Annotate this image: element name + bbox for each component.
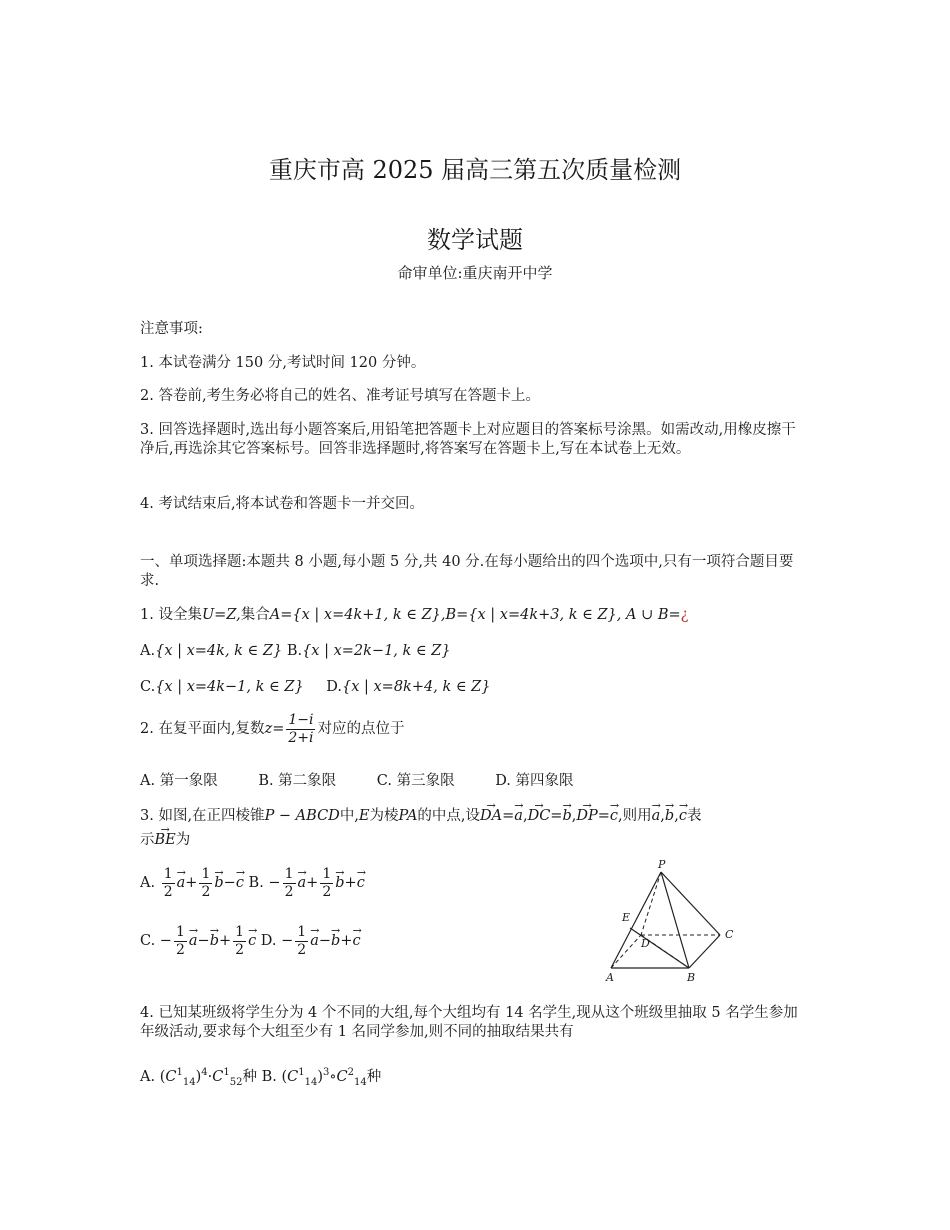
- q3-vector-dc: → DC: [528, 807, 551, 826]
- q3-frac-a2-num: 1: [201, 866, 211, 882]
- question-4: 4. 已知某班级将学生分为 4 个不同的大组,每个大组均有 14 名学生,现从这个班级里抽取 5 名学生参加年级活动,要求每个大组至少有 1 名同学参加,则不同的抽取结果共有: [140, 1005, 798, 1040]
- q1-option-d-label: D.: [326, 679, 342, 695]
- q4-b-c1: C: [287, 1068, 299, 1085]
- q3-opt-a-vec-a: → a: [177, 874, 186, 893]
- q2-option-c: C. 第三象限: [376, 773, 455, 789]
- q1-option-a: {x | x=4k, k ∈ Z}: [155, 643, 283, 659]
- question-1: [140, 606, 688, 625]
- setter-line: 命审单位:重庆南开中学: [397, 264, 553, 282]
- notice-item-1: 1. 本试卷满分 150 分,考试时间 120 分钟。: [140, 355, 426, 371]
- q3-vector-c-2: → c: [679, 807, 687, 826]
- q3-opt-b-vec-b: → b: [335, 874, 344, 893]
- exam-title: 重庆市高 2025 届高三第五次质量检测: [268, 156, 682, 184]
- q2-suffix: 对应的点位于: [317, 721, 405, 737]
- q3-option-b-label: B.: [248, 875, 264, 891]
- q1-option-b-label: B.: [286, 643, 303, 659]
- q4-a-c2-sup: 1: [223, 1067, 230, 1078]
- q3-vector-dp: → DP: [576, 807, 597, 826]
- q3-opt-d-vec-b: → b: [331, 932, 340, 951]
- edge-bc: [689, 935, 720, 968]
- q3-text-8: 为: [175, 832, 191, 848]
- q3-frac-a1: [162, 866, 175, 901]
- q1-set-a: A={x | x=4k+1, k ∈ Z},: [269, 607, 446, 623]
- q3-vector-a-2: → a: [652, 807, 661, 826]
- pyramid-figure: [600, 855, 750, 985]
- q3-opt-c-vec-a: → a: [189, 932, 198, 951]
- q3-frac-d1-num: 1: [297, 924, 307, 940]
- q3-frac-c2-den: 2: [235, 942, 245, 958]
- q4-a-c1: C: [165, 1068, 177, 1085]
- q4-options: [140, 1063, 381, 1092]
- q3-options-row-2: C. − $\frac{1}{2}$ → a−→ b+ $\frac{1}{2}$ → c D. − $\frac{1}{2}$ → a−→ b+→ c: [140, 924, 361, 959]
- q3-text-4: 的中点,设: [417, 808, 481, 824]
- q1-options-row-1: [140, 642, 451, 661]
- q4-b-c1-sup: 1: [298, 1067, 305, 1078]
- q1-option-b: {x | x=2k−1, k ∈ Z}: [302, 643, 451, 659]
- q3-frac-b2-den: 2: [322, 884, 332, 900]
- q1-universal-set: U=Z,: [201, 607, 241, 623]
- q1-option-c-label: C.: [140, 679, 156, 695]
- q1-set-word: 集合: [240, 607, 270, 623]
- q3-frac-c2: [233, 924, 246, 959]
- q3-option-d-label: D.: [260, 933, 277, 949]
- q3-point-e: E: [358, 808, 370, 824]
- q3-opt-b-vec-c: → c: [357, 874, 365, 893]
- q3-frac-a1-den: 2: [163, 884, 173, 900]
- q1-union: A ∪ B=: [625, 607, 681, 623]
- q3-vector-a: → a: [514, 807, 523, 826]
- q3-vector-be: → BE: [155, 831, 176, 850]
- notice-item-4: 4. 考试结束后,将本试卷和答题卡一并交回。: [140, 496, 425, 512]
- section-heading: 一、单项选择题:本题共 8 小题,每小题 5 分,共 40 分.在每小题给出的四个选项中,只有一项符合题目要求.: [140, 554, 794, 589]
- q3-frac-d1-den: 2: [297, 942, 307, 958]
- notice-heading: 注意事项:: [140, 321, 203, 337]
- q3-opt-c-vec-c: → c: [248, 932, 256, 951]
- q3-frac-d1: [295, 924, 308, 959]
- q3-opt-a-vec-b: → b: [214, 874, 223, 893]
- q3-vector-c: → c: [610, 807, 618, 826]
- q3-frac-b1: [283, 866, 296, 901]
- q4-b-power: 3: [323, 1067, 330, 1078]
- q1-option-d: {x | x=8k+4, k ∈ Z}: [342, 679, 491, 695]
- q3-frac-a2: [199, 866, 212, 901]
- q4-option-b: $(C^1_{14})^3\circ C^2_{14}$种: [281, 1067, 382, 1088]
- q4-option-a: $(C^1_{14})^4\cdot C^1_{52}$种: [159, 1067, 257, 1088]
- q2-option-a: A. 第一象限: [140, 773, 218, 789]
- q1-mark: ¿: [680, 607, 689, 623]
- q3-opt-d-vec-c: → c: [352, 932, 360, 951]
- q3-frac-a1-num: 1: [163, 866, 173, 882]
- q2-numerator: 1−i: [288, 712, 314, 728]
- question-3-line-2: [140, 831, 190, 850]
- q1-option-c: {x | x=4k−1, k ∈ Z}: [155, 679, 304, 695]
- q3-text-5: ,则用: [618, 808, 652, 824]
- q1-option-a-label: A.: [140, 643, 156, 659]
- question-2: [140, 712, 404, 747]
- subject-title: 数学试题: [427, 226, 523, 254]
- q4-a-c2-sub: 52: [229, 1076, 243, 1088]
- q3-vector-b: → b: [562, 807, 571, 826]
- label-b: B: [687, 971, 696, 984]
- q3-option-a-label: A.: [140, 875, 156, 891]
- q2-option-b: B. 第二象限: [258, 773, 337, 789]
- q1-options-row-2: [140, 678, 490, 697]
- q3-vector-b-2: → b: [665, 807, 674, 826]
- q3-text-3: 为棱: [369, 808, 399, 824]
- q2-options: [140, 772, 574, 791]
- q3-edge-pa: PA: [398, 808, 418, 824]
- q3-opt-b-vec-a: → a: [298, 874, 307, 893]
- q3-text-7: 示: [140, 832, 155, 848]
- q4-b-kind: 种: [366, 1068, 382, 1085]
- q3-opt-d-vec-a: → a: [310, 932, 319, 951]
- q3-opt-a-vec-c: → c: [236, 874, 244, 893]
- q3-options-row-1: A. $\frac{1}{2}$ → a+ $\frac{1}{2}$ → b−→ c B. − $\frac{1}{2}$ → a+ $\frac{1}{2}$ → b+→ c: [140, 866, 365, 901]
- q4-b-c1-sub: 14: [304, 1076, 318, 1088]
- label-c: C: [725, 928, 734, 941]
- label-p: P: [658, 858, 666, 871]
- q4-a-kind: 种: [242, 1068, 257, 1085]
- q4-a-c1-sup: 1: [176, 1067, 183, 1078]
- q4-option-a-label: A.: [140, 1068, 156, 1085]
- q3-frac-b2-num: 1: [322, 866, 332, 882]
- q3-opt-c-vec-b: → b: [210, 932, 219, 951]
- q3-frac-c1: [174, 924, 187, 959]
- q2-prefix: 2. 在复平面内,复数: [140, 721, 265, 737]
- question-3-line-1: 3. 如图,在正四棱锥P − ABCD中,E为棱PA的中点,设→ DA=→ a,→ DC=→ b,→ DP=→ c,则用→ a,→ b,→ c表: [140, 807, 701, 826]
- label-e: E: [622, 911, 631, 924]
- q3-pyramid: P − ABCD: [264, 808, 340, 824]
- q3-vector-da: → DA: [480, 807, 502, 826]
- q3-text-2: 中,: [339, 808, 359, 824]
- q3-frac-b1-num: 1: [284, 866, 294, 882]
- q3-option-c-label: C.: [140, 933, 156, 949]
- q4-a-power: 4: [201, 1067, 208, 1078]
- q3-text-1: 3. 如图,在正四棱锥: [140, 808, 265, 824]
- q3-frac-b1-den: 2: [284, 884, 294, 900]
- q1-set-b: B={x | x=4k+3, k ∈ Z},: [445, 607, 622, 623]
- notice-item-3: 3. 回答选择题时,选出每小题答案后,用铅笔把答题卡上对应题目的答案标号涂黑。如需改动,用橡皮擦干净后,再选涂其它答案标号。回答非选择题时,将答案写在答题卡上,写在本试卷上无效。: [140, 422, 796, 457]
- q3-frac-a2-den: 2: [201, 884, 211, 900]
- q3-frac-c1-den: 2: [175, 942, 185, 958]
- q3-frac-c2-num: 1: [235, 924, 245, 940]
- q1-prefix: 1. 设全集: [140, 607, 202, 623]
- q4-b-c2: C: [336, 1068, 348, 1085]
- q4-a-c1-sub: 14: [182, 1076, 196, 1088]
- q4-option-b-label: B.: [261, 1068, 277, 1085]
- q4-b-c2-sub: 14: [353, 1076, 367, 1088]
- label-d: D: [641, 937, 650, 950]
- q3-frac-c1-num: 1: [175, 924, 185, 940]
- edge-pa: [611, 872, 661, 968]
- notice-item-2: 2. 答卷前,考生务必将自己的姓名、准考证号填写在答题卡上。: [140, 388, 541, 404]
- q4-a-c2: C: [212, 1068, 224, 1085]
- q2-fraction: [286, 712, 315, 747]
- q3-frac-b2: [320, 866, 333, 901]
- q3-text-6: 表: [686, 808, 702, 824]
- q2-z: z=: [264, 721, 285, 737]
- q4-b-c2-sup: 2: [347, 1067, 354, 1078]
- q2-option-d: D. 第四象限: [495, 773, 574, 789]
- label-a: A: [606, 971, 614, 984]
- q2-denominator: 2+i: [288, 730, 314, 746]
